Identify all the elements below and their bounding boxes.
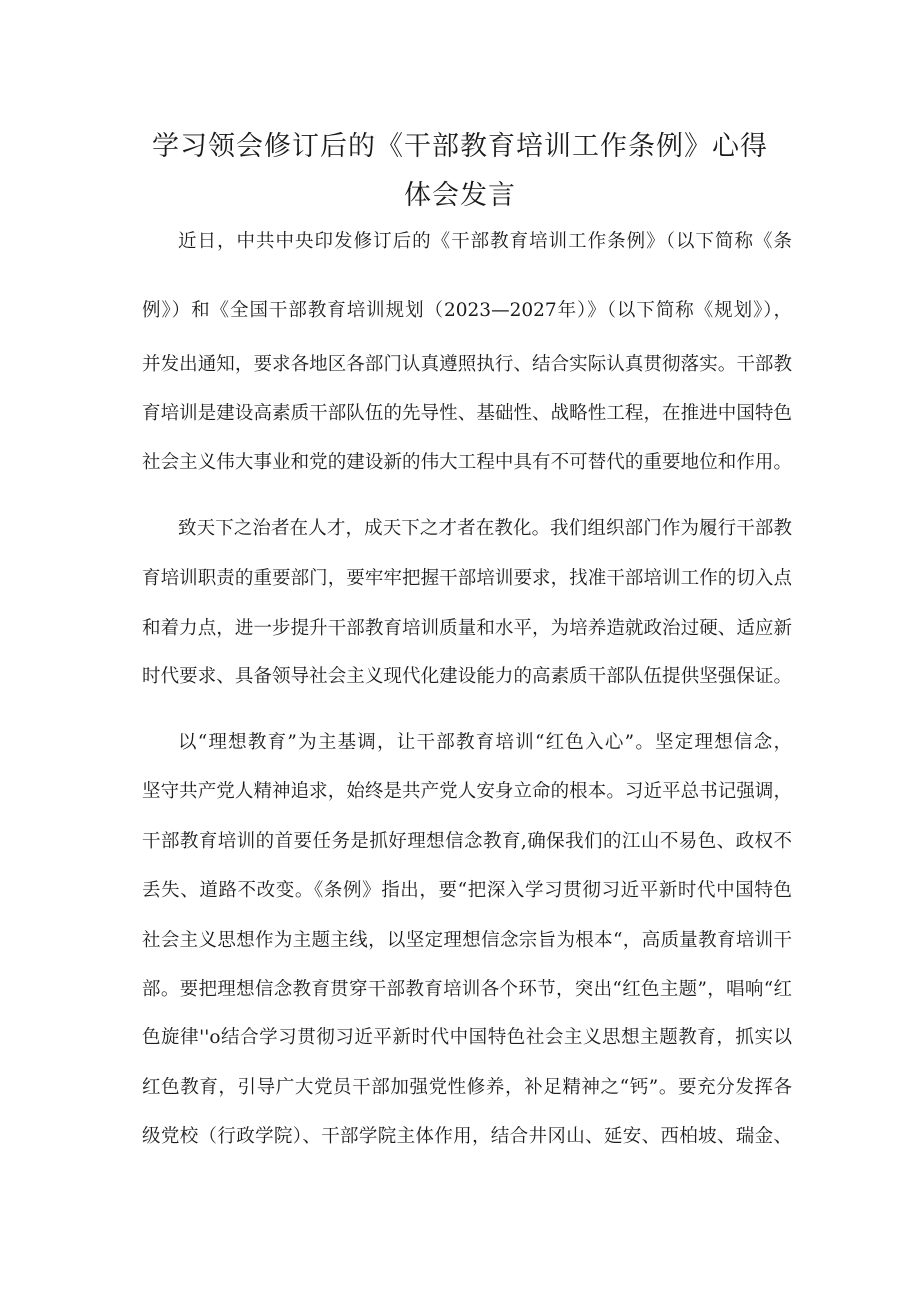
paragraph-1-line-5: 社会主义伟大事业和党的建设新的伟大工程中具有不可替代的重要地位和作用。	[142, 452, 792, 473]
paragraph-2-line-3: 和着力点，进一步提升干部教育培训质量和水平，为培养造就政治过硬、适应新	[142, 618, 792, 639]
paragraph-1-line-2: 例》）和《全国干部教育培训规划（2023—2027年）》（以下简称《规划》），	[142, 300, 792, 321]
paragraph-3-line-6: 部。要把理想信念教育贯穿干部教育培训各个环节，突出“红色主题”，唱响“红	[142, 979, 792, 1000]
document-title-line-2: 体会发言	[404, 180, 516, 211]
paragraph-1-line-1: 近日，中共中央印发修订后的《干部教育培训工作条例》（以下简称《条	[178, 231, 792, 252]
paragraph-1-line-3: 并发出通知，要求各地区各部门认真遵照执行、结合实际认真贯彻落实。干部教	[142, 354, 792, 375]
paragraph-2-line-1: 致天下之治者在人才，成天下之才者在教化。我们组织部门作为履行干部教	[178, 518, 792, 539]
paragraph-3-line-4: 丢失、道路不改变。《条例》指出，要“把深入学习贯彻习近平新时代中国特色	[142, 880, 792, 901]
paragraph-3-line-2: 坚守共产党人精神追求，始终是共产党人安身立命的根本。习近平总书记强调，	[142, 781, 792, 802]
paragraph-2-line-2: 育培训职责的重要部门，要牢牢把握干部培训要求，找准干部培训工作的切入点	[142, 568, 792, 589]
paragraph-3-line-7: 色旋律''o结合学习贯彻习近平新时代中国特色社会主义思想主题教育，抓实以	[142, 1027, 792, 1048]
document-title-line-1: 学习领会修订后的《干部教育培训工作条例》心得	[152, 131, 768, 162]
paragraph-3-line-5: 社会主义思想作为主题主线，以坚定理想信念宗旨为根本“，高质量教育培训干	[142, 930, 792, 951]
paragraph-2-line-4: 时代要求、具备领导社会主义现代化建设能力的高素质干部队伍提供坚强保证。	[142, 666, 792, 687]
paragraph-3-line-3: 干部教育培训的首要任务是抓好理想信念教育,确保我们的江山不易色、政权不	[142, 831, 792, 852]
paragraph-3-line-8: 红色教育，引导广大党员干部加强党性修养，补足精神之“钙”。要充分发挥各	[142, 1077, 792, 1098]
paragraph-1-line-4: 育培训是建设高素质干部队伍的先导性、基础性、战略性工程，在推进中国特色	[142, 403, 792, 424]
paragraph-3-line-1: 以“理想教育”为主基调，让干部教育培训“红色入心”。坚定理想信念，	[178, 732, 792, 753]
paragraph-3-line-9: 级党校（行政学院）、干部学院主体作用，结合井冈山、延安、西柏坡、瑞金、	[142, 1126, 792, 1147]
